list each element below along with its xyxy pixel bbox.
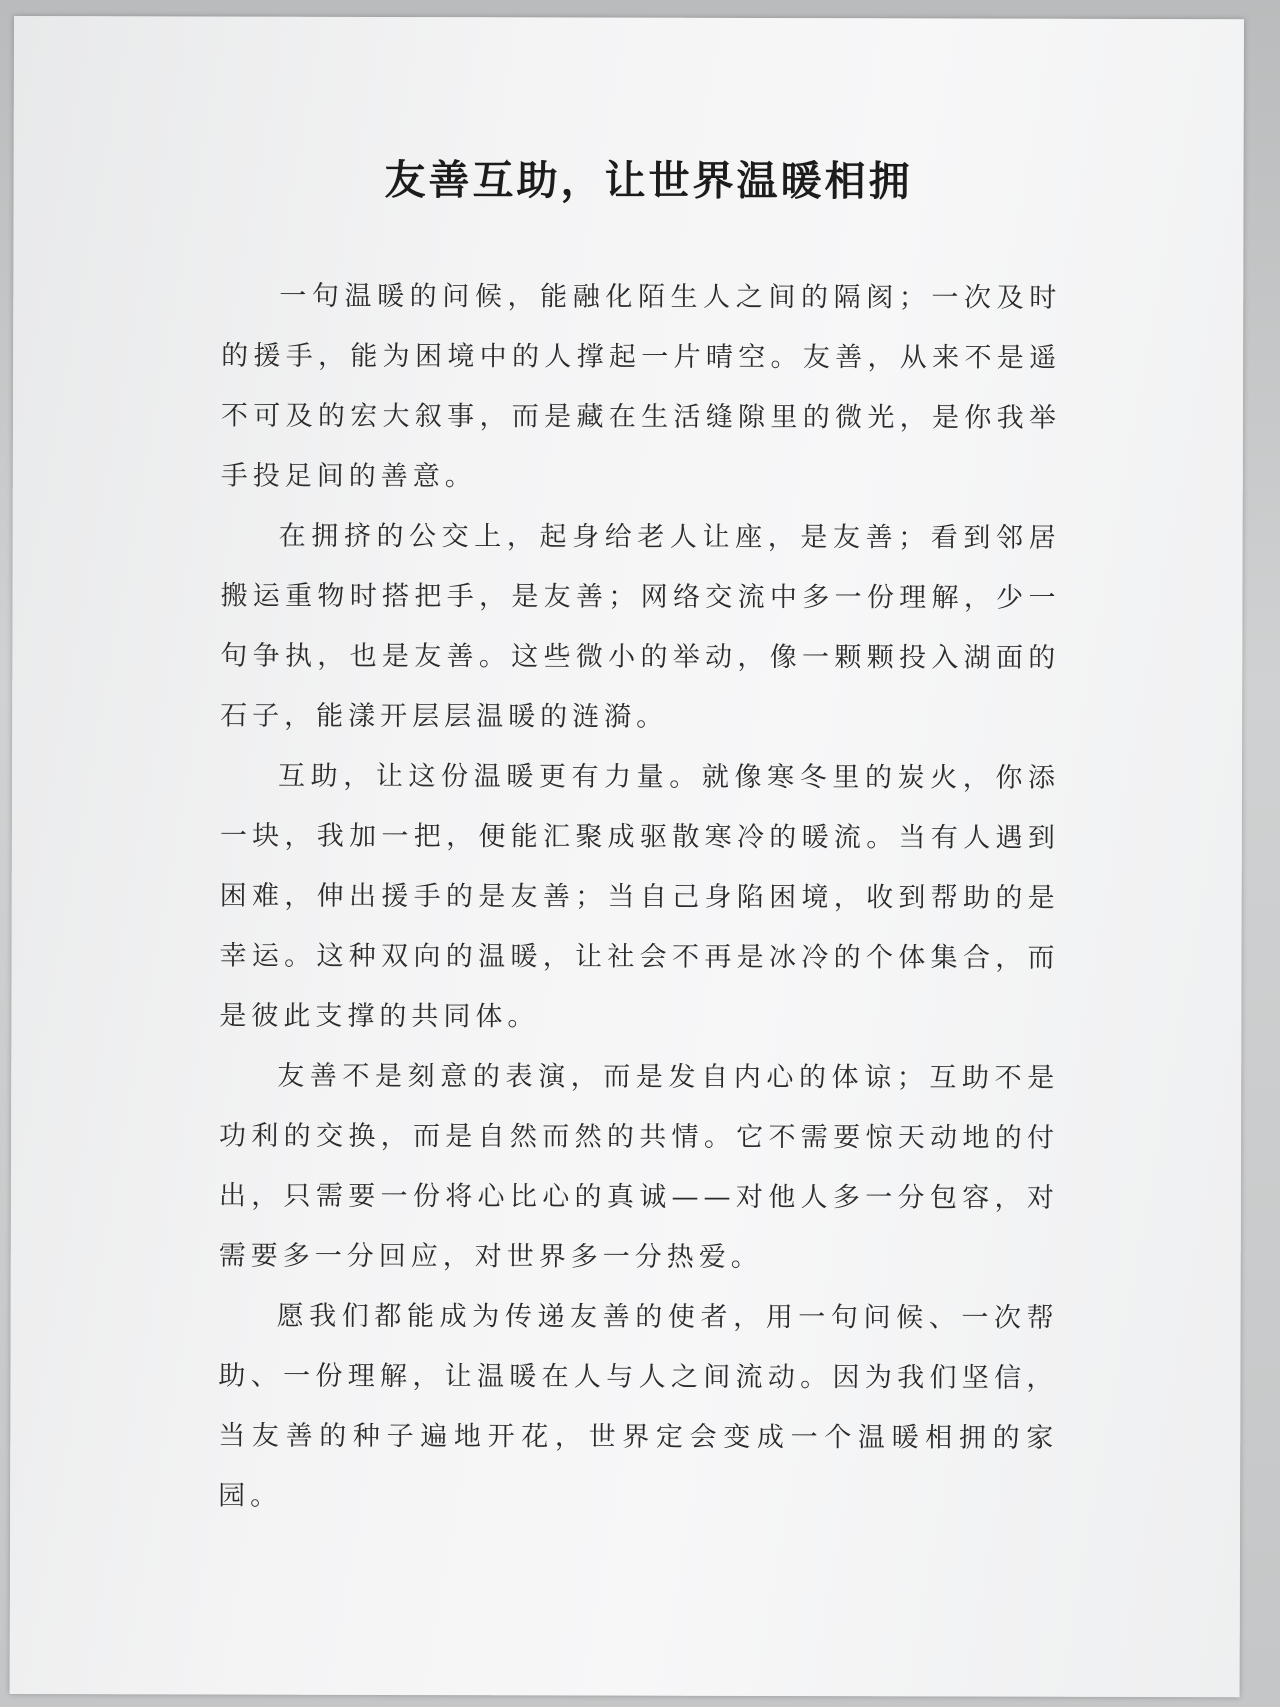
paragraph-3: 互助，让这份温暖更有力量。就像寒冬里的炭火，你添一块，我加一把，便能汇聚成驱散寒冷的暖流。当有人遇到困难，伸出援手的是友善；当自己身陷困境，收到帮助的是幸运。这种双向的温暖，让社会不再是冰冷的个体集合，而是彼此支撑的共同体。 xyxy=(219,760,1061,1033)
paragraph-5: 愿我们都能成为传递友善的使者，用一句问候、一次帮助、一份理解，让温暖在人与人之间流动。因为我们坚信，当友善的种子遍地开花，世界定会变成一个温暖相拥的家园。 xyxy=(218,1300,1059,1512)
paper-sheet xyxy=(10,16,1244,1697)
paragraph-1: 一句温暖的问候，能融化陌生人之间的隔阂；一次及时的援手，能为困境中的人撑起一片晴空。友善，从来不是遥不可及的宏大叙事，而是藏在生活缝隙里的微光，是你我举手投足间的善意。 xyxy=(220,280,1062,493)
paragraph-2: 在拥挤的公交上，起身给老人让座，是友善；看到邻居搬运重物时搭把手，是友善；网络交流中多一份理解，少一句争执，也是友善。这些微小的举动，像一颗颗投入湖面的石子，能漾开层层温暖的涟漪。 xyxy=(220,520,1061,733)
document-body xyxy=(218,267,1061,1529)
paragraph-4: 友善不是刻意的表演，而是发自内心的体谅；互助不是功利的交换，而是自然而然的共情。它不需要惊天动地的付出，只需要一份将心比心的真诚——对他人多一分包容，对需要多一分回应，对世界多一分热爱。 xyxy=(218,1060,1060,1273)
document-title: 友善互助，让世界温暖相拥 xyxy=(384,155,913,206)
